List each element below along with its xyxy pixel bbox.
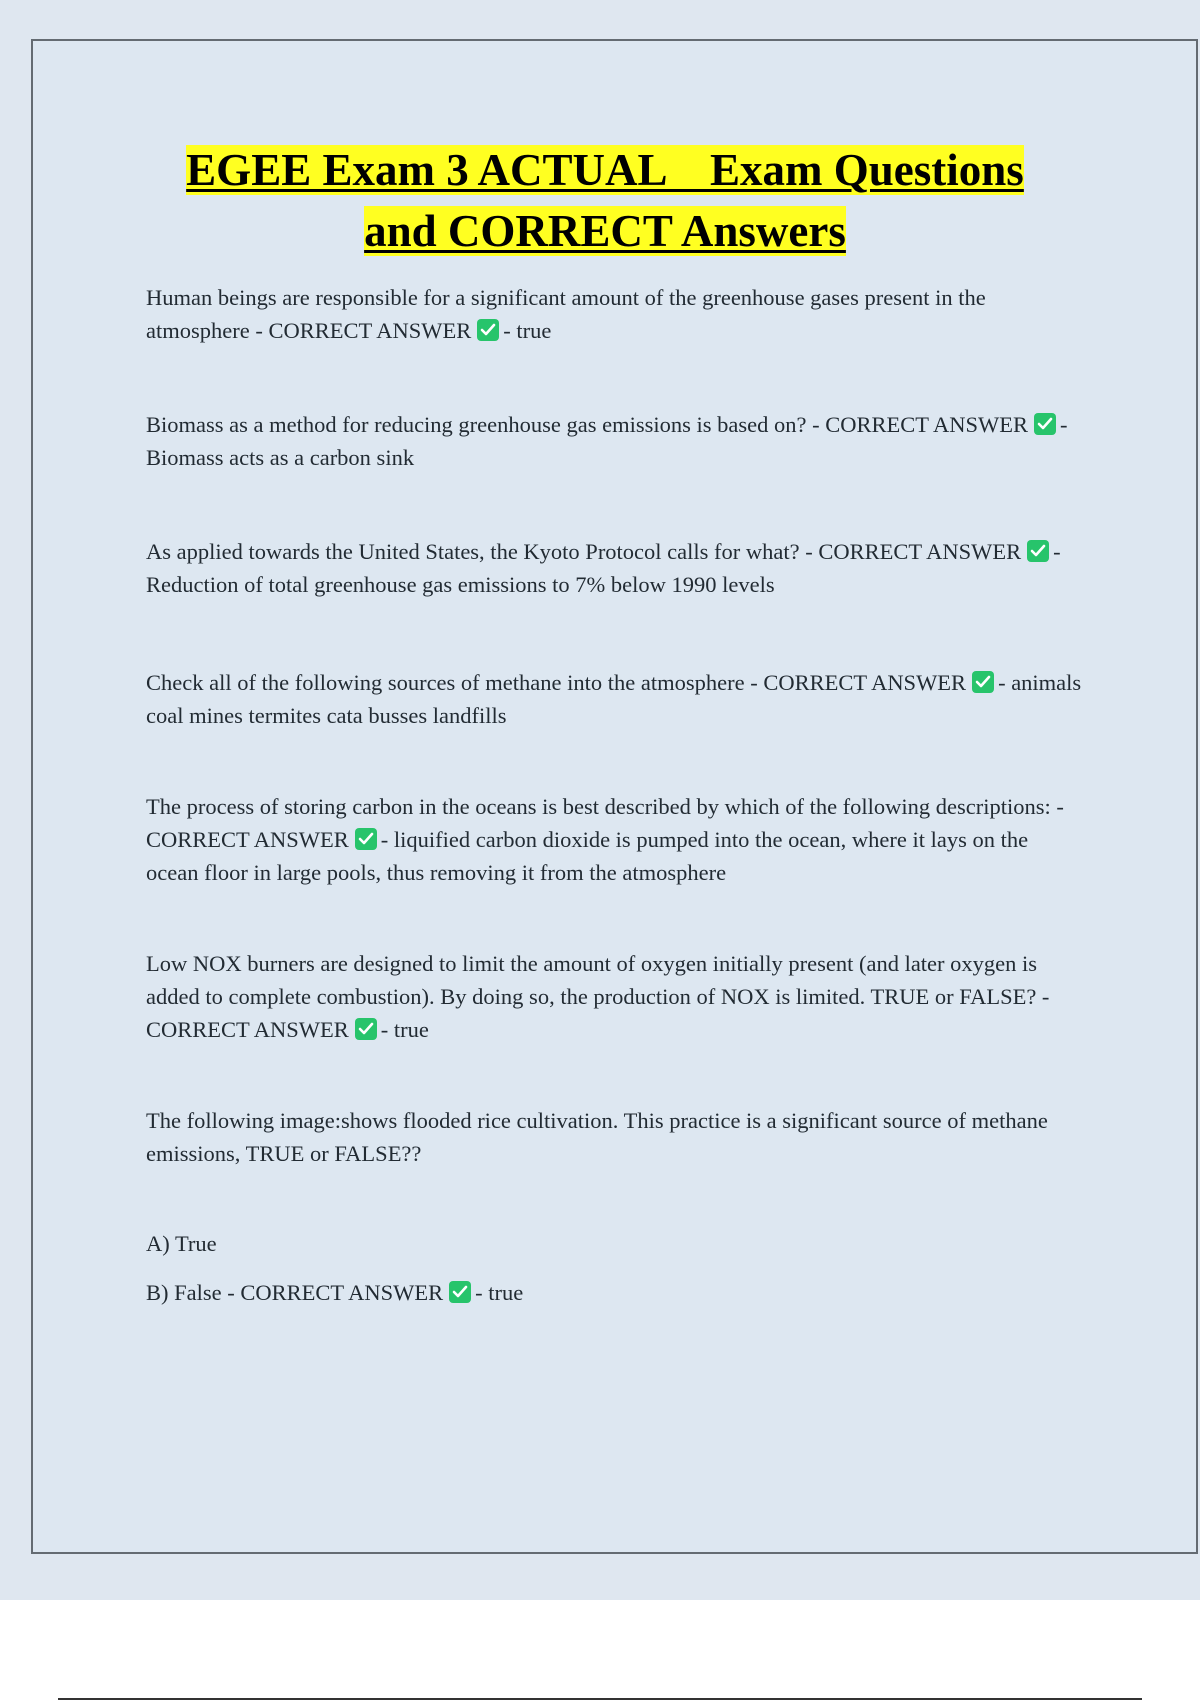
answer-text: - Reduction of total greenhouse gas emissions to 7% below 1990 levels [146,539,1061,597]
question-text: Low NOX burners are designed to limit the amount of oxygen initially present (and later oxygen is added to complete combustion). By doing so, the production of NOX is limited. TRUE or FALSE? - CORRECT ANSWER [146,951,1050,1042]
answer-text: - animals coal mines termites cata busses landfills [146,670,1082,728]
checkmark-icon [477,319,499,341]
checkmark-icon [1027,540,1049,562]
answer-text: - Biomass acts as a carbon sink [146,412,1068,470]
question-text: Biomass as a method for reducing greenhouse gas emissions is based on? - CORRECT ANSWER [146,412,1028,437]
option-a [146,1227,1086,1260]
qa-item-3 [146,535,1086,601]
question-text: Human beings are responsible for a significant amount of the greenhouse gases present in the atmosphere - CORRECT ANSWER [146,285,986,343]
qa-item-4 [146,666,1086,732]
qa-item-5 [146,790,1086,889]
checkmark-icon [972,671,994,693]
question-text: B) False - CORRECT ANSWER [146,1280,444,1305]
document-title [90,140,1120,262]
qa-item-2 [146,408,1086,474]
option-b [146,1276,1086,1309]
option-a-text: A) True [146,1231,217,1256]
checkmark-icon [355,1018,377,1040]
question-text: The following image:shows flooded rice cultivation. This practice is a significant source of methane emissions, TRUE or FALSE?? [146,1108,1048,1166]
qa-item-6 [146,947,1086,1046]
answer-text: - liquified carbon dioxide is pumped into the ocean, where it lays on the ocean floor in large pools, thus removing it from the atmosphere [146,827,1029,885]
checkmark-icon [449,1281,471,1303]
title-line-1: EGEE Exam 3 ACTUAL Exam Questions [186,145,1024,195]
checkmark-icon [1034,413,1056,435]
checkmark-icon [355,828,377,850]
question-text: As applied towards the United States, the Kyoto Protocol calls for what? - CORRECT ANSWER [146,539,1022,564]
qa-item-1 [146,281,1086,347]
answer-text: - true [380,1017,429,1042]
title-line-2: and CORRECT Answers [364,206,846,256]
answer-text: - true [503,318,552,343]
question-text: Check all of the following sources of methane into the atmosphere - CORRECT ANSWER [146,670,967,695]
qa-item-7 [146,1104,1086,1170]
question-text: The process of storing carbon in the oceans is best described by which of the following descriptions: - CORRECT ANSWER [146,794,1064,852]
answer-text: - true [475,1280,524,1305]
